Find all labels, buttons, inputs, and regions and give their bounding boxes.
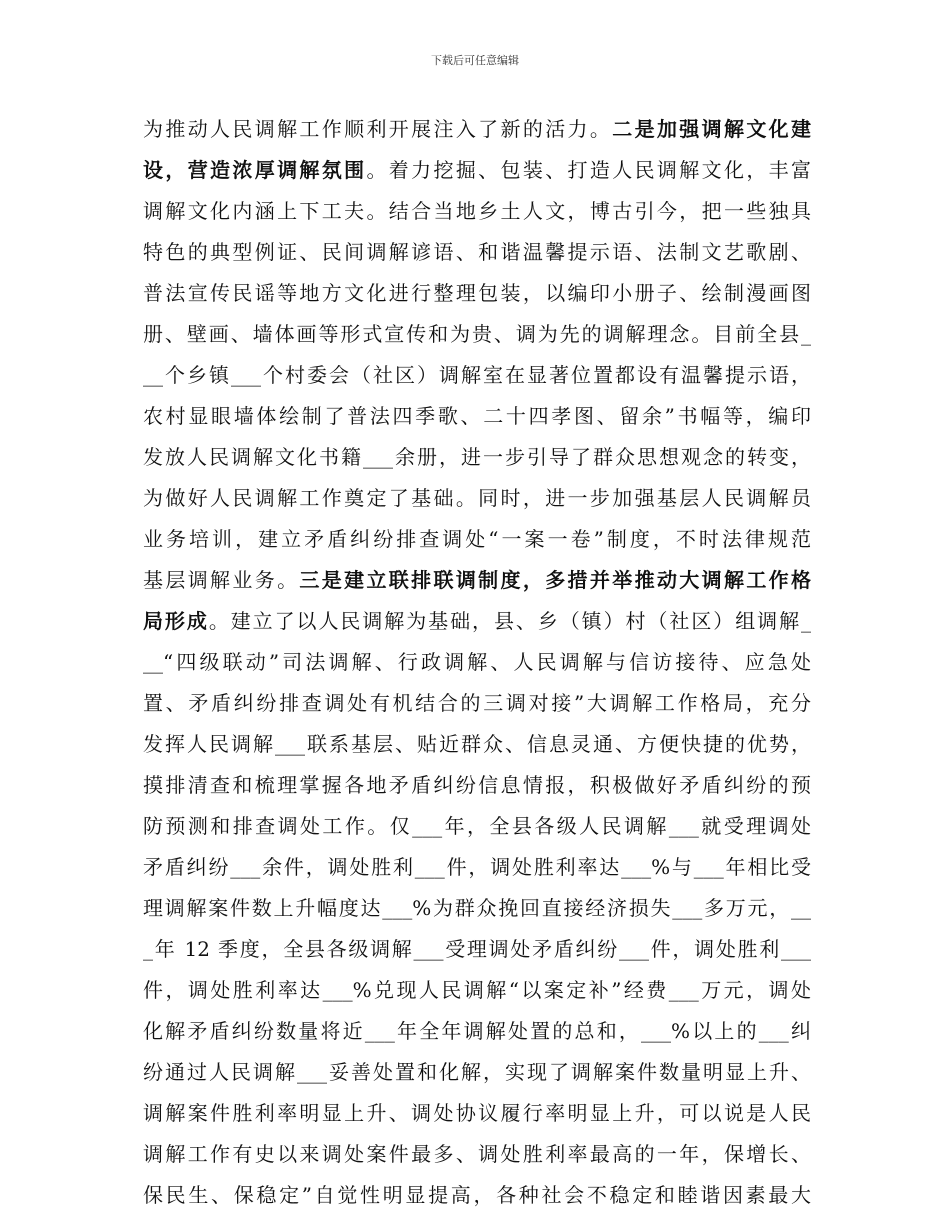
bold-heading-text: 二是加强调解文化建 [612,117,811,141]
body-text-segment: 矛盾纠纷___余件，调处胜利___件，调处胜利率达___%与___年相比受 [143,855,811,879]
text-line [143,519,811,560]
body-text-segment: 普法宣传民谣等地方文化进行整理包装，以编印小册子、绘制漫画图 [143,281,811,305]
body-text-segment: 特色的典型例证、民间调解谚语、和谐温馨提示语、法制文艺歌剧、 [143,240,811,264]
text-line [143,478,811,519]
body-text-segment: 摸排清查和梳理掌握各地矛盾纠纷信息情报，积极做好矛盾纠纷的预 [143,773,811,797]
text-line [143,314,811,355]
body-text-segment: 为做好人民调解工作奠定了基础。同时，进一步加强基层人民调解员 [143,486,811,510]
text-line [143,847,811,888]
text-line [143,150,811,191]
body-text-segment: 件，调处胜利率达___%兑现人民调解“以案定补”经费___万元，调处 [143,978,811,1002]
text-line [143,1175,811,1216]
text-line [143,601,811,642]
text-line [143,765,811,806]
text-line [143,888,811,929]
body-text-segment: 为推动人民调解工作顺利开展注入了新的活力。 [143,117,613,141]
text-line [143,970,811,1011]
body-text-segment: 调解文化内涵上下工夫。结合当地乡土人文，博古引今，把一些独具 [143,199,811,223]
text-line [143,191,811,232]
body-text-segment: 保民生、保稳定”自觉性明显提高，各种社会不稳定和睦谐因素最大 [143,1183,811,1207]
page-header: 下载后可任意编辑 [431,54,519,67]
body-text-segment: 理调解案件数上升幅度达___%为群众挽回直接经济损失___多万元，__ [143,896,811,920]
body-text-segment: 册、壁画、墙体画等形式宣传和为贵、调为先的调解理念。目前全县_ [143,322,811,346]
body-text-segment: 调解案件胜利率明显上升、调处协议履行率明显上升，可以说是人民 [143,1101,811,1125]
body-text-segment: 调解工作有史以来调处案件最多、调处胜利率最高的一年，保增长、 [143,1142,811,1166]
text-line [143,724,811,765]
text-line [143,1052,811,1093]
text-line [143,929,811,970]
text-line [143,109,811,150]
body-text-segment: 业务培训，建立矛盾纠纷排查调处“一案一卷”制度，不时法律规范 [143,527,811,551]
body-text-segment: __个乡镇___个村委会（社区）调解室在显著位置都设有温馨提示语， [143,363,811,387]
text-line [143,1093,811,1134]
body-text [143,109,811,1216]
text-line [143,1011,811,1052]
bold-heading-text: 局形成 [143,609,209,633]
body-text-segment: 农村显眼墙体绘制了普法四季歌、二十四孝图、留余”书幅等，编印 [143,404,811,428]
text-line [143,232,811,273]
body-text-segment: 发挥人民调解___联系基层、贴近群众、信息灵通、方便快捷的优势， [143,732,811,756]
body-text-segment: __“四级联动”司法调解、行政调解、人民调解与信访接待、应急处 [143,650,811,674]
body-text-segment: 。着力挖掘、包装、打造人民调解文化，丰富 [366,158,811,182]
body-text-segment: 纷通过人民调解___妥善处置和化解，实现了调解案件数量明显上升、 [143,1060,811,1084]
text-line [143,273,811,314]
text-line [143,642,811,683]
text-line [143,560,811,601]
text-line [143,806,811,847]
text-line [143,683,811,724]
text-line [143,1134,811,1175]
text-line [143,355,811,396]
body-text-segment: 基层调解业务。 [143,568,300,592]
body-text-segment: 发放人民调解文化书籍___余册，进一步引导了群众思想观念的转变， [143,445,811,469]
body-text-segment: 化解矛盾纠纷数量将近___年全年调解处置的总和，___%以上的___纠 [143,1019,811,1043]
body-text-segment: _年 12 季度，全县各级调解___受理调处矛盾纠纷___件，调处胜利___ [143,937,811,961]
body-text-segment: 。建立了以人民调解为基础，县、乡（镇）村（社区）组调解_ [208,609,811,633]
text-line [143,396,811,437]
bold-heading-text: 三是建立联排联调制度，多措并举推动大调解工作格 [299,568,811,592]
text-line [143,437,811,478]
bold-heading-text: 设，营造浓厚调解氛围 [143,158,367,182]
body-text-segment: 防预测和排查调处工作。仅___年，全县各级人民调解___就受理调处 [143,814,811,838]
body-text-segment: 置、矛盾纠纷排查调处有机结合的三调对接”大调解工作格局，充分 [143,691,811,715]
